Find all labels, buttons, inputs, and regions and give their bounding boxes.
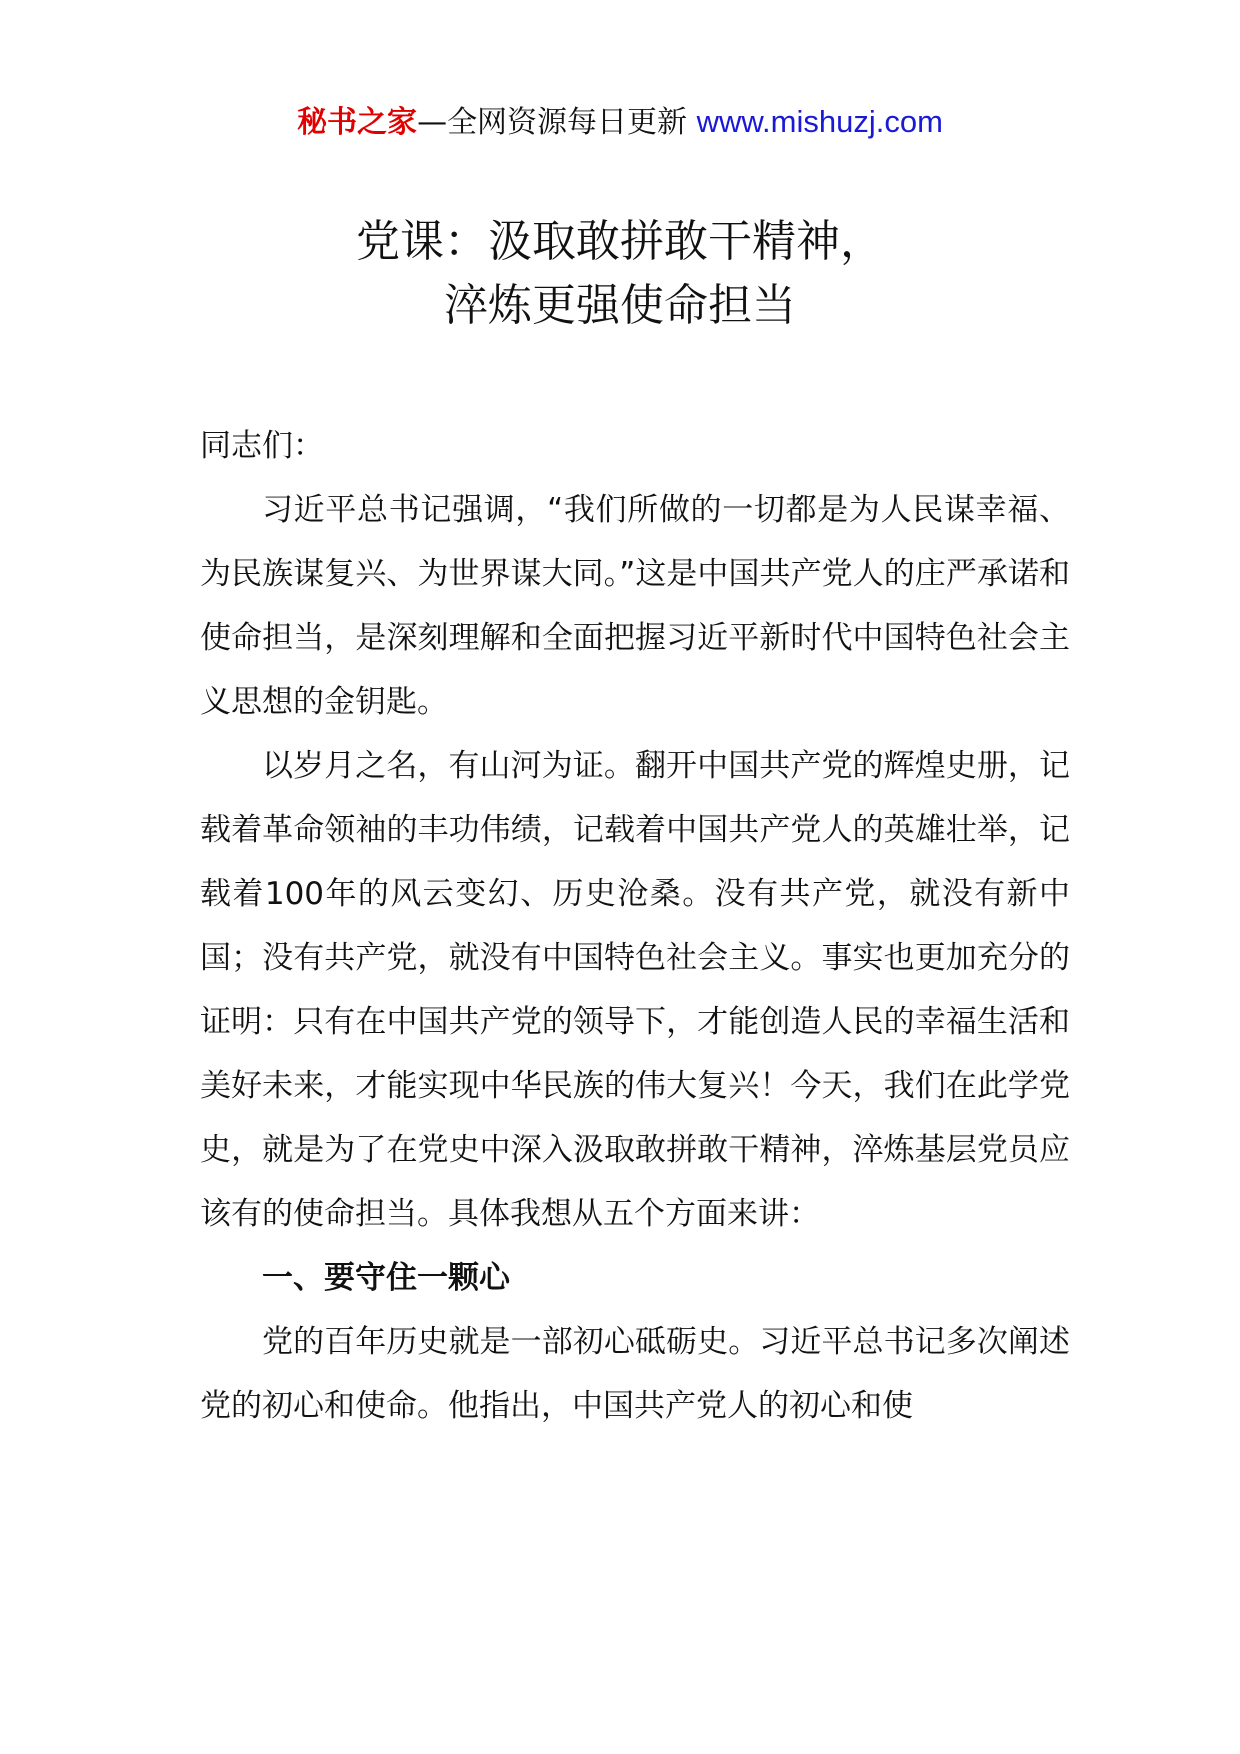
brand-name: 秘书之家 <box>297 105 418 140</box>
body-paragraph: 党的百年历史就是一部初心砥砺史。习近平总书记多次阐述党的初心和使命。他指出，中国共产党人的初心和使 <box>200 1324 1070 1424</box>
title-line-2: 淬炼更强使命担当 <box>444 280 796 331</box>
site-url-link[interactable]: www.mishuzj.com <box>696 104 943 139</box>
body-paragraph: 以岁月之名，有山河为证。翻开中国共产党的辉煌史册，记载着革命领袖的丰功伟绩，记载着中国共产党人的英雄壮举，记载着100年的风云变幻、历史沧桑。没有共产党，就没有新中国；没有共产党，就没有中国特色社会主义。事实也更加充分的证明：只有在中国共产党的领导下，才能创造人民的幸福生活和美好未来，才能实现中华民族的伟大复兴！今天，我们在此学党史，就是为了在党史中深入汲取敢拼敢干精神，淬炼基层党员应该有的使命担当。具体我想从五个方面来讲： <box>200 748 1070 1232</box>
salutation: 同志们： <box>200 428 324 464</box>
document-body <box>200 414 1070 1438</box>
body-paragraph: 习近平总书记强调，“我们所做的一切都是为人民谋幸福、为民族谋复兴、为世界谋大同。”这是中国共产党人的庄严承诺和使命担当，是深刻理解和全面把握习近平新时代中国特色社会主义思想的金钥匙。 <box>200 492 1070 720</box>
section-heading: 一、要守住一颗心 <box>262 1260 510 1296</box>
title-line-1: 党课：汲取敢拼敢干精神， <box>356 216 884 267</box>
document-title <box>0 210 1240 338</box>
site-header <box>0 100 1240 145</box>
header-tagline: —全网资源每日更新 <box>417 105 697 140</box>
